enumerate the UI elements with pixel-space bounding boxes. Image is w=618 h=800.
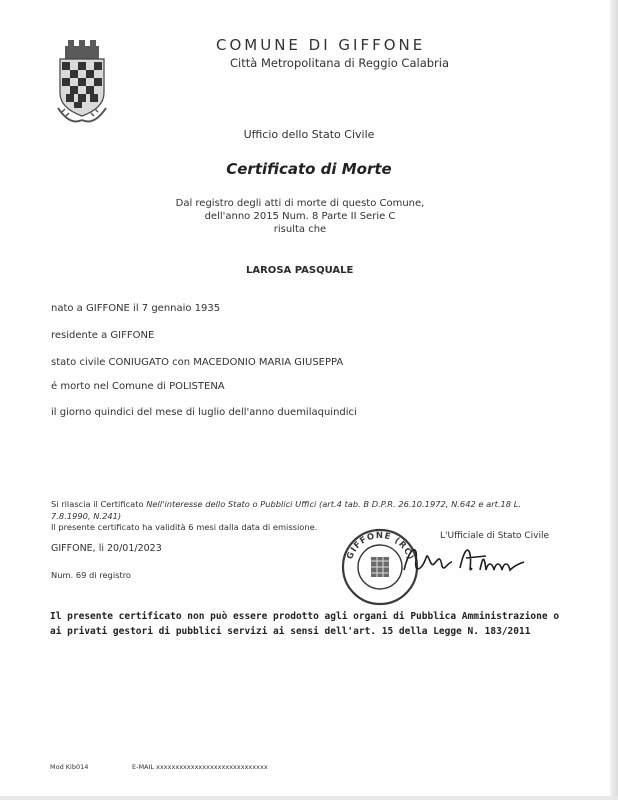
legal-notice: Il presente certificato non può essere prodotto agli organi di Pubblica Amministrazione o ai privati gestori di pubblici servizi ai sensi dell'art. 15 della Legge N. 183/2011 <box>50 611 560 637</box>
deceased-name: LAROSA PASQUALE <box>246 265 354 276</box>
office-name: Ufficio dello Stato Civile <box>243 128 375 141</box>
officer-signature <box>400 540 530 580</box>
issuance-notice <box>51 498 551 522</box>
municipal-crest-icon <box>52 38 112 130</box>
birth-field: nato a GIFFONE il 7 gennaio 1935 <box>51 303 221 314</box>
death-date-field: il giorno quindici del mese di luglio dell'anno duemilaquindici <box>51 407 357 418</box>
death-place-field: é morto nel Comune di POLISTENA <box>51 381 225 392</box>
stamp-text: GIFFONE (RC) <box>345 530 416 562</box>
validity-note: Il presente certificato ha validità 6 mesi dalla data di emissione. <box>51 522 318 532</box>
intro-line-2: dell'anno 2015 Num. 8 Parte II Serie C <box>204 211 396 222</box>
notice-suffix: (art.4 tab. B D.P.R. 26.10.1972, N.642 e art.18 L. 7.8.1990, N.241) <box>51 499 521 521</box>
notice-italic: Nell'interesse dello Stato o Pubblici Uffici <box>146 499 317 509</box>
paper-edge-shadow <box>610 0 618 800</box>
intro-line-1: Dal registro degli atti di morte di questo Comune, <box>175 198 425 209</box>
intro-line-3: risulta che <box>273 224 327 235</box>
email-footer: E-MAIL xxxxxxxxxxxxxxxxxxxxxxxxxxxxx <box>132 763 268 771</box>
certificate-title: Certificato di Morte <box>226 160 392 178</box>
officer-title: L'Ufficiale di Stato Civile <box>440 531 550 541</box>
civil-status-field: stato civile CONIUGATO con MACEDONIO MARIA GIUSEPPA <box>51 357 344 368</box>
intro-text <box>0 197 600 236</box>
form-model-code: Mod Kib014 <box>50 763 89 771</box>
notice-prefix: Si rilascia il Certificato <box>51 499 147 509</box>
municipality-name: COMUNE DI GIFFONE <box>216 36 426 54</box>
issue-date: GIFFONE, li 20/01/2023 <box>51 543 162 554</box>
residence-field: residente a GIFFONE <box>51 330 155 341</box>
paper-bottom-edge <box>0 796 618 800</box>
municipality-subtitle: Città Metropolitana di Reggio Calabria <box>230 56 450 70</box>
register-number: Num. 69 di registro <box>51 570 132 580</box>
